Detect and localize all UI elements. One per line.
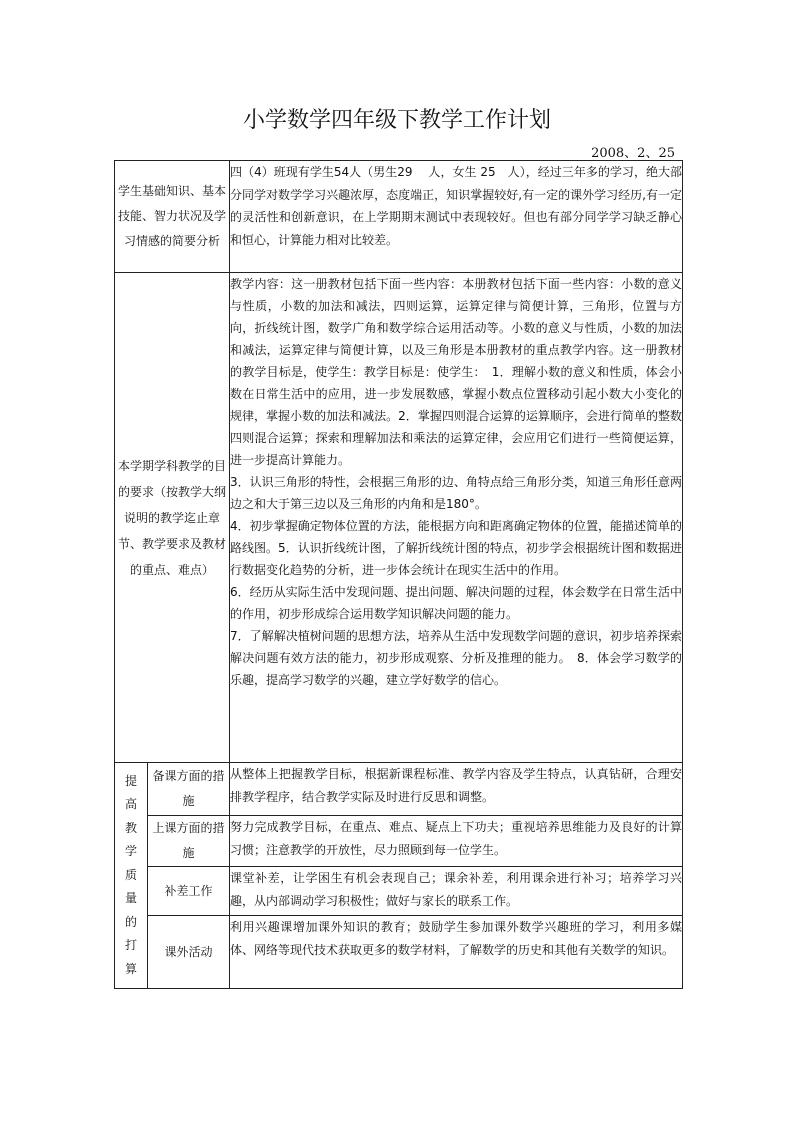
group-label-char: 高 [124,797,137,812]
group-label-char: 学 [124,844,137,859]
remedial-content: 课堂补差，让学困生有机会表现自己；课余补差，利用课余进行补习；培养学习兴趣，从内部调动学习积极性；做好与家长的联系工作。 [230,867,683,916]
group-label-char: 的 [124,914,137,929]
page-title: 小学数学四年级下教学工作计划 [242,108,551,133]
lesson-prep-label: 备课方面的措施 [148,763,230,816]
remedial-label: 补差工作 [148,867,230,916]
group-label-char: 教 [124,820,137,835]
student-analysis-content: 四（4）班现有学生54人（男生29 人，女生 25 人），经过三年多的学习，绝大部分同学对数学学习兴趣浓厚，态度端正，知识掌握较好,有一定的课外学习经历,有一定的灵活性和创新意识，在上学期期末测试中表现较好。但也有部分同学学习缺乏静心和恒心，计算能力相对比较差。 [230,161,683,273]
goals-paragraph: 7．了解解决植树问题的思想方法，培养从生活中发现数学问题的意识，初步培养探索解决问题有效方法的能力，初步形成观察、分析及推理的能力。 8．体会学习数学的乐趣，提高学习数学的兴趣，建立学好数学的信心。 [230,629,683,687]
table-row [115,161,683,273]
group-label-char: 质 [124,867,137,882]
group-label-char: 提 [124,773,137,788]
quality-plan-group-label [115,763,148,989]
student-analysis-label: 学生基础知识、基本技能、智力状况及学习情感的简要分析 [115,161,230,273]
goals-paragraph: 6．经历从实际生活中发现问题、提出问题、解决问题的过程，体会数学在日常生活中的作用，初步形成综合运用数学知识解决问题的能力。 [230,585,683,621]
table-row [115,273,683,763]
document-date: 2008、2、25 [591,146,675,161]
extracurricular-content: 利用兴趣课增加课外知识的教育；鼓励学生参加课外数学兴趣班的学习，利用多媒体、网络等现代技术获取更多的数学材料，了解数学的历史和其他有关数学的知识。 [230,916,683,989]
goals-paragraph: 4．初步掌握确定物体位置的方法，能根据方向和距离确定物体的位置，能描述简单的路线图。5．认识折线统计图，了解折线统计图的特点，初步学会根据统计图和数据进行数据变化趋势的分析，进一步体会统计在现实生活中的作用。 [230,519,683,577]
table-row [115,763,683,816]
group-label-char: 打 [124,938,137,953]
table-row [115,916,683,989]
extracurricular-label: 课外活动 [148,916,230,989]
classroom-content: 努力完成教学目标，在重点、难点、疑点上下功夫；重视培养思维能力及良好的计算习惯；注意教学的开放性，尽力照顾到每一位学生。 [230,816,683,867]
group-label-char: 算 [124,961,137,976]
teaching-goals-label: 本学期学科教学的目的要求（按教学大纲说明的教学迄止章节、教学要求及教材的重点、难点） [115,273,230,763]
group-label-char: 量 [124,891,137,906]
teaching-goals-content [230,273,683,763]
table-row [115,867,683,916]
goals-paragraph: 3．认识三角形的特性，会根据三角形的边、角特点给三角形分类，知道三角形任意两边之和大于第三边以及三角形的内角和是180°。 [230,475,683,511]
classroom-label: 上课方面的措施 [148,816,230,867]
goals-paragraph: 教学内容：这一册教材包括下面一些内容：本册教材包括下面一些内容：小数的意义与性质，小数的加法和减法，四则运算，运算定律与简便计算，三角形，位置与方向，折线统计图，数学广角和数学综合运用活动等。小数的意义与性质，小数的加法和减法，运算定律与简便计算，以及三角形是本册教材的重点教学内容。这一册教材的教学目标是，使学生：教学目标是：使学生： 1．理解小数的意义和性质，体会小数在日常生活中的应用，进一步发展数感，掌握小数点位置移动引起小数大小变化的规律，掌握小数的加法和减法。2．掌握四则混合运算的运算顺序，会进行简单的整数四则混合运算；探索和理解加法和乘法的运算定律，会应用它们进行一些简便运算，进一步提高计算能力。 [230,277,683,467]
lesson-prep-content: 从整体上把握教学目标，根据新课程标准、教学内容及学生特点，认真钻研，合理安排教学程序，结合教学实际及时进行反思和调整。 [230,763,683,816]
table-row [115,816,683,867]
plan-table [114,160,683,989]
